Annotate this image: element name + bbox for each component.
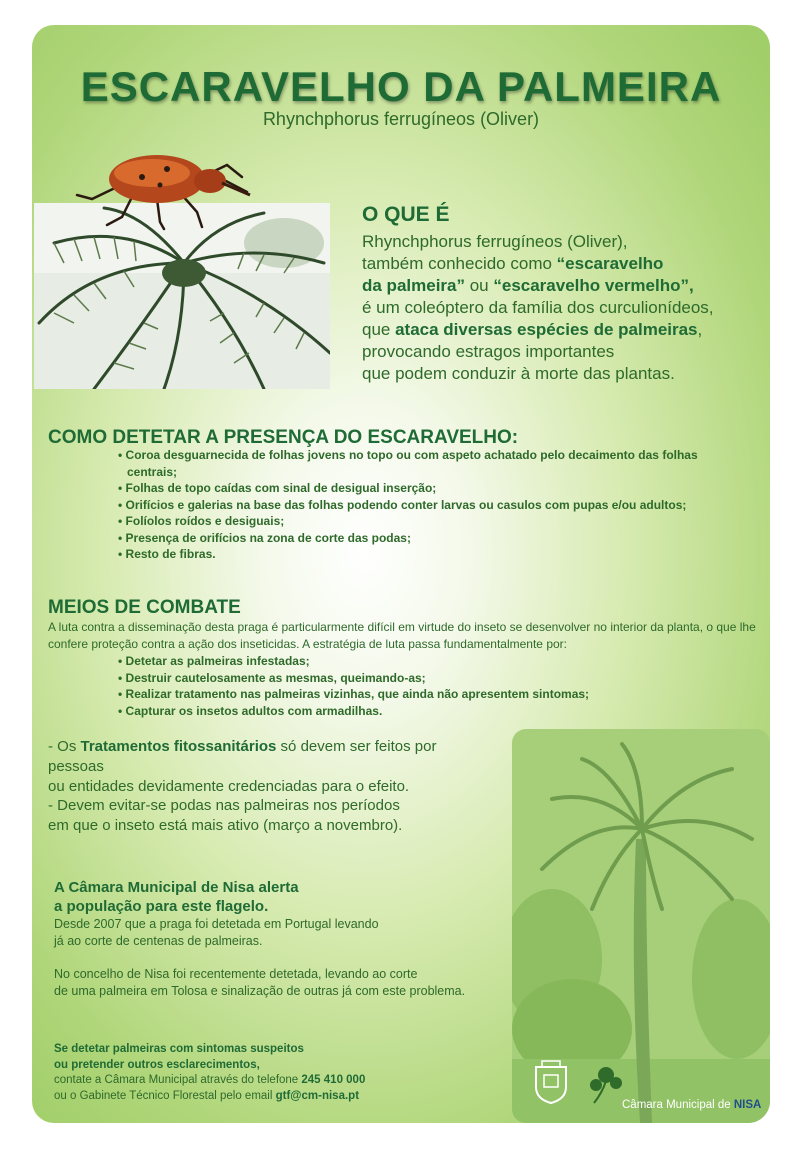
treatment-note-line-1 xyxy=(48,737,488,777)
red-palm-weevil-image xyxy=(72,137,252,232)
what-line-2 xyxy=(362,253,762,275)
what-is-section xyxy=(362,203,762,385)
contact-line-1-text: Se detetar palmeiras com sintomas suspeitos xyxy=(54,1043,304,1055)
detect-heading: COMO DETETAR A PRESENÇA DO ESCARAVELHO: xyxy=(48,427,519,448)
footer-organization xyxy=(622,1099,761,1111)
what-line-5-end: , xyxy=(697,320,703,339)
list-item: • Orifícios e galerias na base das folhas podendo conter larvas ou casulos com pupas e/ou adultos; xyxy=(118,497,718,514)
what-line-5 xyxy=(362,319,762,341)
combat-heading: MEIOS DE COMBATE xyxy=(48,597,241,618)
contact-line-3-text: contate a Câmara Municipal através do telefone xyxy=(54,1074,302,1086)
pruning-note xyxy=(48,796,488,836)
what-line-5-text: que xyxy=(362,320,396,339)
contact-line-1 xyxy=(54,1042,504,1058)
alert-text xyxy=(54,916,504,999)
detect-list xyxy=(118,447,718,563)
what-is-text xyxy=(362,231,762,385)
list-item: • Coroa desguarnecida de folhas jovens no topo ou com aspeto achatado pelo decaimento das folhas centrais; xyxy=(118,447,718,480)
treatment-note-bold: Tratamentos fitossanitários xyxy=(80,738,277,755)
alert-line-4: de uma palmeira em Tolosa e sinalização de outras já com este problema. xyxy=(54,983,466,998)
list-item: • Detetar as palmeiras infestadas; xyxy=(118,653,678,670)
what-is-heading: O QUE É xyxy=(362,203,450,226)
list-item: • Resto de fibras. xyxy=(118,546,718,563)
footer-org-name: NISA xyxy=(733,1099,762,1111)
treatment-note-dash: - Os xyxy=(48,738,81,755)
alert-heading-line-1: A Câmara Municipal de Nisa alerta xyxy=(54,879,299,896)
contact-line-2-text: ou pretender outros esclarecimentos, xyxy=(54,1058,260,1071)
alert-heading-line-2: a população para este flagelo. xyxy=(54,898,269,915)
list-item: • Destruir cautelosamente as mesmas, queimando-as; xyxy=(118,670,678,687)
list-item: • Folhas de topo caídas com sinal de desigual inserção; xyxy=(118,480,718,497)
list-item: • Presença de orifícios na zona de corte das podas; xyxy=(118,530,718,547)
contact-line-4 xyxy=(54,1089,504,1105)
alert-line-3: No concelho de Nisa foi recentemente detetada, levando ao corte xyxy=(54,967,418,981)
what-line-2-text: também conhecido como xyxy=(362,254,557,273)
contact-line-2 xyxy=(54,1058,504,1074)
page-title: ESCARAVELHO DA PALMEIRA xyxy=(80,63,722,110)
contact-section xyxy=(54,1042,504,1104)
list-item: • Capturar os insetos adultos com armadilhas. xyxy=(118,703,678,720)
what-line-7: que podem conduzir à morte das plantas. xyxy=(362,364,675,383)
alert-section xyxy=(54,878,504,999)
what-line-2-bold: “escaravelho xyxy=(556,254,664,273)
treatment-note xyxy=(48,737,488,797)
footer-org-prefix: Câmara Municipal de xyxy=(622,1099,734,1111)
alert-heading xyxy=(54,878,504,916)
alert-line-2: já ao corte de centenas de palmeiras. xyxy=(54,933,263,948)
poster xyxy=(32,25,770,1123)
list-item: • Realizar tratamento nas palmeiras vizinhas, que ainda não apresentem sintomas; xyxy=(118,686,678,703)
contact-line-3 xyxy=(54,1073,504,1089)
combat-intro: A luta contra a disseminação desta praga é particularmente difícil em virtude do inseto se desenvolver no interior da planta, o que lhe confere proteção contra a ação dos inseticidas. A estratégia de luta passa fundamentalmente por: xyxy=(48,620,756,651)
what-line-3-text: ou xyxy=(465,276,494,295)
spacer xyxy=(54,949,504,966)
what-line-3 xyxy=(362,275,762,297)
what-line-3-bold-b: “escaravelho vermelho”, xyxy=(493,276,694,295)
what-line-1: Rhynchphorus ferrugíneos (Oliver), xyxy=(362,232,628,251)
what-line-5-bold: ataca diversas espécies de palmeiras xyxy=(395,320,698,339)
contact-email[interactable]: gtf@cm-nisa.pt xyxy=(275,1089,360,1102)
list-item: • Folíolos roídos e desiguais; xyxy=(118,513,718,530)
contact-line-4-text: ou o Gabinete Técnico Florestal pelo email xyxy=(54,1089,276,1102)
treatment-note-line-2: ou entidades devidamente credenciadas para o efeito. xyxy=(48,778,410,795)
pruning-note-line-2: em que o inseto está mais ativo (março a novembro). xyxy=(48,817,403,834)
municipal-seal-icon xyxy=(532,1059,570,1105)
contact-phone[interactable]: 245 410 000 xyxy=(301,1074,366,1086)
treatment-note-text: só devem ser feitos por pessoas xyxy=(48,738,437,775)
what-line-4: é um coleóptero da família dos curculionídeos, xyxy=(362,298,714,317)
what-line-6: provocando estragos importantes xyxy=(362,342,615,361)
scientific-name: Rhynchphorus ferrugíneos (Oliver) xyxy=(262,109,540,129)
pruning-note-line-1: - Devem evitar-se podas nas palmeiras nos períodos xyxy=(48,797,400,814)
alert-line-1: Desde 2007 que a praga foi detetada em Portugal levando xyxy=(54,917,379,931)
what-line-3-bold-a: da palmeira” xyxy=(362,276,465,295)
combat-list xyxy=(118,653,678,719)
